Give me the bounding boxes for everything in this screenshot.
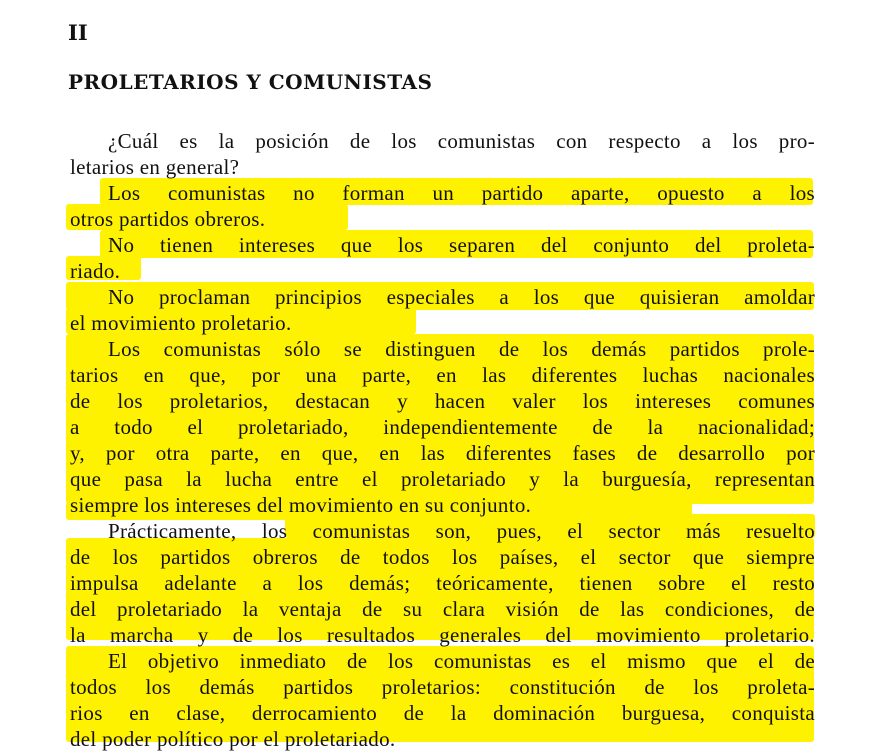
text-line: No tienen intereses que los separen del conjunto del proleta-: [108, 233, 815, 257]
text-line: que pasa la lucha entre el proletariado y la burguesía, representan: [70, 467, 815, 491]
text-line: de los proletarios, destacan y hacen valer los intereses comunes: [70, 389, 815, 413]
text-line: la marcha y de los resultados generales del movimiento proletario.: [70, 623, 815, 647]
chapter-title: PROLETARIOS Y COMUNISTAS: [68, 70, 433, 94]
chapter-number: II: [68, 20, 88, 45]
text-line: todos los demás partidos proletarios: constitución de los proleta-: [70, 675, 815, 699]
text-line: del poder político por el proletariado.: [70, 727, 396, 751]
text-line: Prácticamente, los comunistas son, pues, el sector más resuelto: [108, 519, 815, 543]
text-line: impulsa adelante a los demás; teóricamente, tienen sobre el resto: [70, 571, 815, 595]
text-line: ¿Cuál es la posición de los comunistas con respecto a los pro-: [108, 129, 815, 153]
text-line: y, por otra parte, en que, en las diferentes fases de desarrollo por: [70, 441, 815, 465]
text-line: a todo el proletariado, independientemente de la nacionalidad;: [70, 415, 815, 439]
text-line: el movimiento proletario.: [70, 311, 292, 335]
text-line: Los comunistas sólo se distinguen de los demás partidos prole-: [108, 337, 815, 361]
text-line: tarios en que, por una parte, en las diferentes luchas nacionales: [70, 363, 815, 387]
text-line: otros partidos obreros.: [70, 207, 266, 231]
text-line: del proletariado la ventaja de su clara visión de las condiciones, de: [70, 597, 815, 621]
text-line: de los partidos obreros de todos los países, el sector que siempre: [70, 545, 815, 569]
text-line: rios en clase, derrocamiento de la dominación burguesa, conquista: [70, 701, 815, 725]
text-line: siempre los intereses del movimiento en su conjunto.: [70, 493, 532, 517]
text-line: Los comunistas no forman un partido aparte, opuesto a los: [108, 181, 815, 205]
text-line: El objetivo inmediato de los comunistas es el mismo que el de: [108, 649, 815, 673]
text-line: letarios en general?: [70, 155, 240, 179]
text-line: No proclaman principios especiales a los que quisieran amoldar: [108, 285, 815, 309]
text-line: riado.: [70, 259, 121, 283]
